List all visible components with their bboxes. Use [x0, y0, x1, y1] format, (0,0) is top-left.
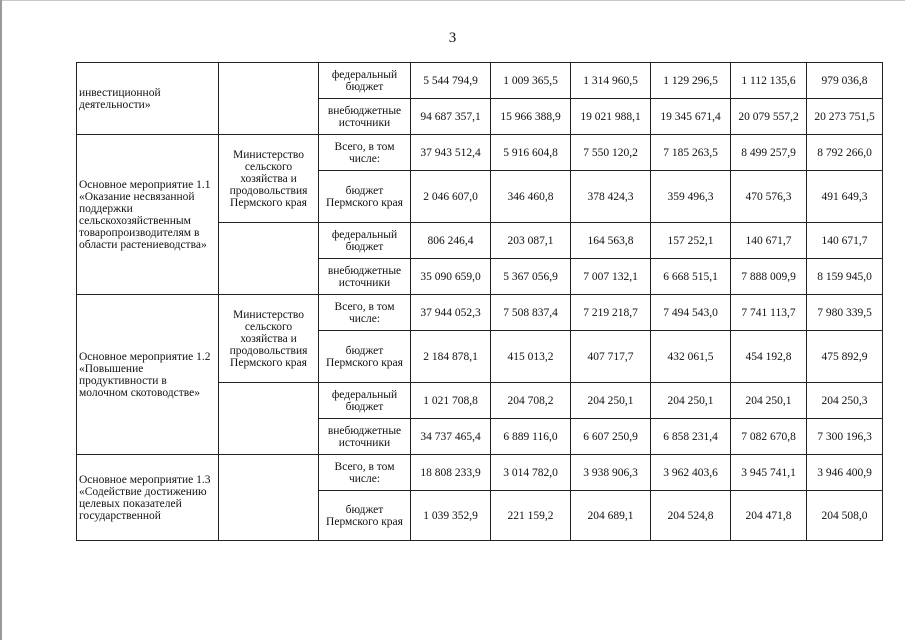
table-row [77, 135, 883, 171]
amount-cell: 2 184 878,1 [411, 331, 491, 383]
funding-source-cell: федеральный бюджет [319, 223, 411, 259]
scan-left-edge [0, 0, 2, 640]
funding-source-cell: Всего, в том числе: [319, 455, 411, 491]
budget-table [76, 62, 883, 541]
amount-cell: 19 345 671,4 [651, 99, 731, 135]
amount-cell: 140 671,7 [731, 223, 807, 259]
table-body [77, 63, 883, 541]
funding-source-cell: внебюджетные источники [319, 99, 411, 135]
funding-source-cell: внебюджетные источники [319, 419, 411, 455]
amount-cell: 6 668 515,1 [651, 259, 731, 295]
amount-cell: 204 708,2 [491, 383, 571, 419]
amount-cell: 470 576,3 [731, 171, 807, 223]
amount-cell: 432 061,5 [651, 331, 731, 383]
amount-cell: 1 009 365,5 [491, 63, 571, 99]
executor-cell [219, 383, 319, 455]
funding-source-cell: Всего, в том числе: [319, 135, 411, 171]
amount-cell: 2 046 607,0 [411, 171, 491, 223]
amount-cell: 221 159,2 [491, 491, 571, 541]
amount-cell: 1 039 352,9 [411, 491, 491, 541]
amount-cell: 37 943 512,4 [411, 135, 491, 171]
amount-cell: 18 808 233,9 [411, 455, 491, 491]
amount-cell: 15 966 388,9 [491, 99, 571, 135]
amount-cell: 7 082 670,8 [731, 419, 807, 455]
amount-cell: 806 246,4 [411, 223, 491, 259]
amount-cell: 3 938 906,3 [571, 455, 651, 491]
amount-cell: 7 550 120,2 [571, 135, 651, 171]
event-name-cell: Основное мероприятие 1.2 «Повышение продуктивности в молочном скотоводстве» [77, 295, 219, 455]
amount-cell: 94 687 357,1 [411, 99, 491, 135]
amount-cell: 20 273 751,5 [807, 99, 883, 135]
amount-cell: 5 544 794,9 [411, 63, 491, 99]
amount-cell: 8 792 266,0 [807, 135, 883, 171]
funding-source-cell: федеральный бюджет [319, 383, 411, 419]
executor-cell [219, 223, 319, 295]
amount-cell: 359 496,3 [651, 171, 731, 223]
amount-cell: 491 649,3 [807, 171, 883, 223]
amount-cell: 8 499 257,9 [731, 135, 807, 171]
amount-cell: 979 036,8 [807, 63, 883, 99]
amount-cell: 7 007 132,1 [571, 259, 651, 295]
amount-cell: 20 079 557,2 [731, 99, 807, 135]
amount-cell: 204 471,8 [731, 491, 807, 541]
amount-cell: 5 916 604,8 [491, 135, 571, 171]
event-name-cell: инвестиционной деятельности» [77, 63, 219, 135]
amount-cell: 204 524,8 [651, 491, 731, 541]
amount-cell: 204 250,1 [731, 383, 807, 419]
amount-cell: 7 494 543,0 [651, 295, 731, 331]
amount-cell: 19 021 988,1 [571, 99, 651, 135]
page-number: 3 [448, 30, 457, 46]
event-name-cell: Основное мероприятие 1.1 «Оказание несвязанной поддержки сельскохозяйственным товаропроизводителям в области растениеводства» [77, 135, 219, 295]
amount-cell: 157 252,1 [651, 223, 731, 259]
amount-cell: 378 424,3 [571, 171, 651, 223]
amount-cell: 3 946 400,9 [807, 455, 883, 491]
amount-cell: 8 159 945,0 [807, 259, 883, 295]
funding-source-cell: бюджет Пермского края [319, 331, 411, 383]
amount-cell: 6 607 250,9 [571, 419, 651, 455]
amount-cell: 454 192,8 [731, 331, 807, 383]
amount-cell: 6 889 116,0 [491, 419, 571, 455]
table-row [77, 455, 883, 491]
table-row [77, 295, 883, 331]
executor-cell [219, 63, 319, 135]
scan-top-edge [0, 0, 905, 1]
amount-cell: 3 945 741,1 [731, 455, 807, 491]
table-row [77, 63, 883, 99]
amount-cell: 1 112 135,6 [731, 63, 807, 99]
amount-cell: 3 962 403,6 [651, 455, 731, 491]
funding-source-cell: внебюджетные источники [319, 259, 411, 295]
amount-cell: 204 250,1 [651, 383, 731, 419]
amount-cell: 1 129 296,5 [651, 63, 731, 99]
amount-cell: 346 460,8 [491, 171, 571, 223]
amount-cell: 7 508 837,4 [491, 295, 571, 331]
funding-source-cell: Всего, в том числе: [319, 295, 411, 331]
amount-cell: 6 858 231,4 [651, 419, 731, 455]
amount-cell: 475 892,9 [807, 331, 883, 383]
event-name-cell: Основное мероприятие 1.3 «Содействие достижению целевых показателей государственной [77, 455, 219, 541]
amount-cell: 35 090 659,0 [411, 259, 491, 295]
amount-cell: 1 021 708,8 [411, 383, 491, 419]
amount-cell: 140 671,7 [807, 223, 883, 259]
amount-cell: 37 944 052,3 [411, 295, 491, 331]
amount-cell: 7 741 113,7 [731, 295, 807, 331]
amount-cell: 3 014 782,0 [491, 455, 571, 491]
executor-cell: Министерство сельского хозяйства и продовольствия Пермского края [219, 135, 319, 223]
funding-source-cell: бюджет Пермского края [319, 491, 411, 541]
amount-cell: 34 737 465,4 [411, 419, 491, 455]
executor-cell [219, 455, 319, 541]
amount-cell: 164 563,8 [571, 223, 651, 259]
amount-cell: 7 888 009,9 [731, 259, 807, 295]
amount-cell: 7 219 218,7 [571, 295, 651, 331]
amount-cell: 204 689,1 [571, 491, 651, 541]
amount-cell: 203 087,1 [491, 223, 571, 259]
amount-cell: 407 717,7 [571, 331, 651, 383]
amount-cell: 7 980 339,5 [807, 295, 883, 331]
funding-source-cell: бюджет Пермского края [319, 171, 411, 223]
amount-cell: 1 314 960,5 [571, 63, 651, 99]
amount-cell: 415 013,2 [491, 331, 571, 383]
amount-cell: 5 367 056,9 [491, 259, 571, 295]
amount-cell: 204 508,0 [807, 491, 883, 541]
executor-cell: Министерство сельского хозяйства и продовольствия Пермского края [219, 295, 319, 383]
funding-source-cell: федеральный бюджет [319, 63, 411, 99]
amount-cell: 204 250,1 [571, 383, 651, 419]
amount-cell: 7 300 196,3 [807, 419, 883, 455]
amount-cell: 7 185 263,5 [651, 135, 731, 171]
amount-cell: 204 250,3 [807, 383, 883, 419]
